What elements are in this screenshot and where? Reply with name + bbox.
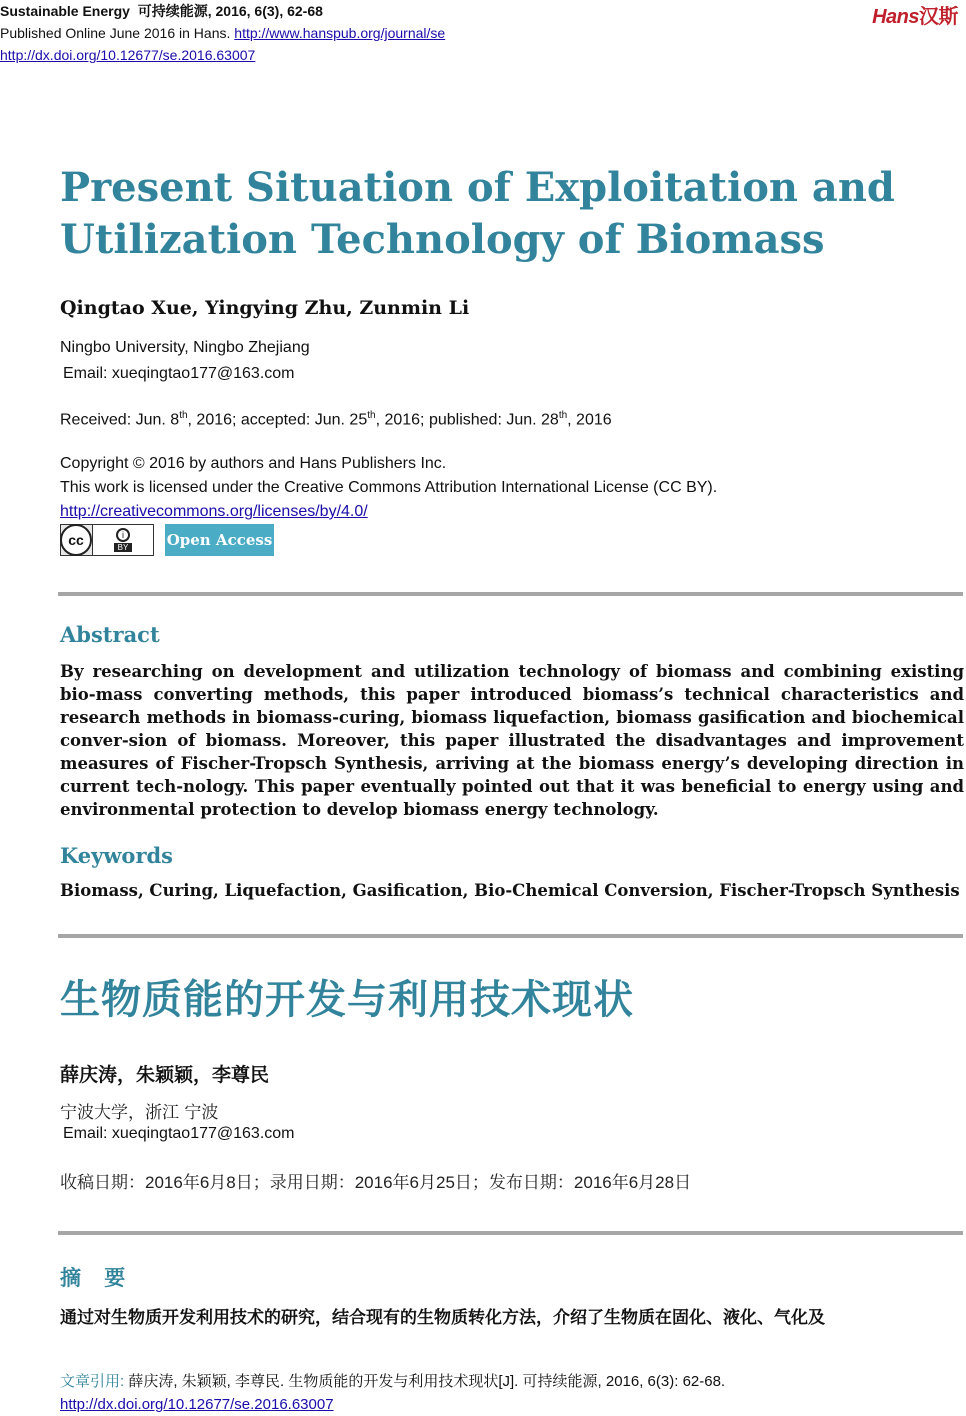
citation-text: 薛庆涛, 朱颖颖, 李尊民. 生物质能的开发与利用技术现状[J]. 可持续能源, 2016, 6(3): 62-68. [128,1373,726,1390]
logo-text: Hans [872,6,919,28]
abstract-text: By researching on development and utilization technology of biomass and combining existing bio-mass converting methods, this paper introduced biomass’s technical characteristics and research methods in biomass-curing, biomass liquefaction, biomass gasification and biochemical conver-sion of biomass. Moreover, this paper illustrated the disadvantages and improvement measures of Fischer-Tropsch Synthesis, arriving at the biomass energy’s developing direction in current tech-nology. This paper eventually pointed out that it was beneficial to energy using and environmental protection to develop biomass energy technology. [60,662,964,819]
cc-icon: cc [60,524,92,556]
license-line: This work is licensed under the Creative Commons Attribution International License (CC BY). [60,479,718,496]
journal-citation: , 2016, 6(3), 62-68 [207,3,323,19]
date-received: Received: Jun. 8 [60,411,180,429]
sup: th [367,410,376,421]
divider [58,592,963,596]
divider [58,934,963,938]
open-access-badge[interactable]: Open Access [165,524,274,556]
paper-title-cn: 生物质能的开发与利用技术现状 [60,977,634,1023]
keywords-text: Biomass, Curing, Liquefaction, Gasification, Bio-Chemical Conversion, Fischer-Tropsch Synthesis [60,881,960,900]
abstract-cn-heading: 摘 要 [60,1266,134,1290]
dates-cn: 收稿日期：2016年6月8日；录用日期：2016年6月25日；发布日期：2016年6月28日 [60,1173,692,1192]
date-published: , 2016; published: Jun. 28 [375,411,559,429]
footer-doi-link[interactable]: http://dx.doi.org/10.12677/se.2016.63007 [60,1396,334,1413]
title-line-2: Utilization Technology of Biomass [60,216,825,263]
date-accepted: , 2016; accepted: Jun. 25 [187,411,368,429]
abstract-cn-text: 通过对生物质开发利用技术的研究，结合现有的生物质转化方法，介绍了生物质在固化、液化、气化及 [60,1308,825,1328]
person-icon: i [116,528,130,542]
journal-url-link[interactable]: http://www.hanspub.org/journal/se [234,25,446,41]
header-doi-link[interactable]: http://dx.doi.org/10.12677/se.2016.63007 [0,47,256,63]
abstract-heading: Abstract [60,622,160,647]
paper-title-en [60,162,920,266]
authors-en: Qingtao Xue, Yingying Zhu, Zunmin Li [60,297,470,319]
journal-name: Sustainable Energy [0,3,130,19]
cc-by-badge[interactable] [60,524,154,556]
sup: th [179,410,188,421]
citation-footer [60,1370,725,1416]
hans-logo [872,0,958,29]
email-en: Email: xueqingtao177@163.com [63,365,295,382]
by-icon [92,525,153,555]
logo-cn: 汉斯 [919,4,958,28]
date-year: , 2016 [567,411,612,429]
divider [58,1231,963,1235]
copyright-block [60,452,940,524]
journal-name-cn: 可持续能源 [137,3,208,19]
by-label: BY [114,543,133,552]
citation-label: 文章引用: [60,1373,129,1390]
journal-header [0,0,445,66]
title-line-1: Present Situation of Exploitation and [60,164,895,211]
published-online: Published Online June 2016 in Hans. [0,25,235,41]
keywords-heading: Keywords [60,843,174,868]
sup: th [558,410,568,421]
copyright-line: Copyright © 2016 by authors and Hans Publishers Inc. [60,455,447,472]
email-cn: Email: xueqingtao177@163.com [63,1125,295,1142]
dates-en [60,404,612,432]
affiliation-en: Ningbo University, Ningbo Zhejiang [60,339,310,356]
license-link[interactable]: http://creativecommons.org/licenses/by/4.0/ [60,503,368,520]
affiliation-cn: 宁波大学，浙江 宁波 [60,1103,219,1123]
authors-cn: 薛庆涛，朱颖颖，李尊民 [60,1064,270,1086]
